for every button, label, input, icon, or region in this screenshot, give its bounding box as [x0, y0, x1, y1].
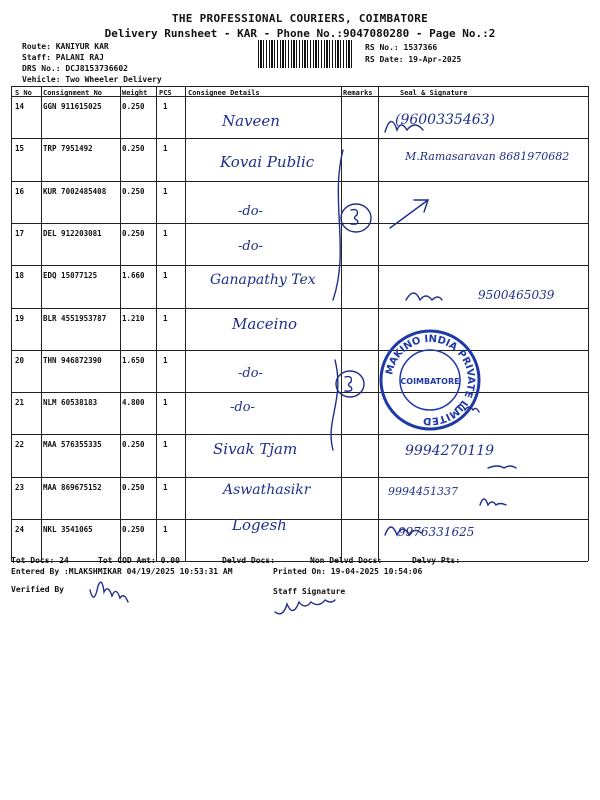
table-column-divider — [341, 86, 342, 561]
row-weight: 1.650 — [122, 355, 145, 365]
table-row-divider — [11, 181, 588, 182]
row-weight: 0.250 — [122, 186, 145, 196]
row-serial-number: 20 — [15, 355, 25, 365]
table-column-divider — [156, 86, 157, 561]
row-pieces: 1 — [163, 355, 168, 365]
delivery-points: Delvy Pts: — [412, 556, 461, 565]
entered-by: Entered By :MLAKSHMIKAR 04/19/2025 10:53:31 AM — [11, 567, 233, 576]
row-pieces: 1 — [163, 271, 168, 281]
row-seal-handwritten: 9994451337 — [388, 485, 458, 498]
barcode — [258, 40, 352, 68]
route-label: Route: KANIYUR KAR — [22, 42, 109, 51]
row-weight: 0.250 — [122, 144, 145, 154]
row-serial-number: 17 — [15, 228, 25, 238]
document-title: THE PROFESSIONAL COURIERS, COIMBATORE — [171, 12, 429, 25]
staff-signature-label: Staff Signature — [273, 587, 346, 596]
row-consignee-handwritten: Ganapathy Tex — [210, 272, 316, 288]
table-row-divider — [11, 434, 588, 435]
staff-label: Staff: PALANI RAJ — [22, 53, 104, 62]
table-column-divider — [378, 86, 379, 561]
total-docs: Tot Docs: 24 — [11, 556, 69, 565]
table-row-divider — [11, 223, 588, 224]
row-seal-handwritten: 9976331625 — [398, 525, 475, 539]
table-column-divider — [185, 86, 186, 561]
row-consignee-handwritten: Naveen — [222, 112, 280, 130]
table-row-divider — [11, 350, 588, 351]
row-consignment-number: EDQ 15077125 — [43, 271, 98, 281]
col-header-consignment: Consignment No — [43, 89, 103, 97]
table-column-divider — [120, 86, 121, 561]
row-consignment-number: TRP 7951492 — [43, 144, 93, 154]
table-row-divider — [11, 392, 588, 393]
total-cod-amount: Tot COD Amt: 0.00 — [98, 556, 180, 565]
stamp-ring-text: MAKINO INDIA PRIVATE LIMITED — [384, 333, 477, 427]
col-header-seal: Seal & Signature — [400, 89, 468, 97]
row-consignment-number: DEL 912203081 — [43, 228, 102, 238]
row-weight: 1.210 — [122, 313, 145, 323]
row-consignee-handwritten: -do- — [238, 204, 263, 219]
row-serial-number: 22 — [15, 440, 25, 450]
table-column-divider — [588, 86, 589, 561]
col-header-remarks: Remarks — [343, 89, 373, 97]
row-consignment-number: NLM 60538183 — [43, 398, 98, 408]
row-seal-handwritten: M.Ramasaravan 8681970682 — [405, 150, 570, 163]
table-row-divider — [11, 308, 588, 309]
row-pieces: 1 — [163, 440, 168, 450]
row-pieces: 1 — [163, 186, 168, 196]
row-pieces: 1 — [163, 102, 168, 111]
row-weight: 0.250 — [122, 440, 145, 450]
table-row-divider — [11, 519, 588, 520]
table-row-divider — [11, 265, 588, 266]
non-delivered-docs: Non Delvd Docs: — [310, 556, 383, 565]
col-header-sno: S No — [15, 89, 32, 97]
row-serial-number: 18 — [15, 271, 25, 281]
row-serial-number: 23 — [15, 482, 25, 492]
rs-date: RS Date: 19-Apr-2025 — [365, 55, 462, 64]
row-serial-number: 15 — [15, 144, 25, 154]
row-consignment-number: MAA 576355335 — [43, 440, 102, 450]
table-column-divider — [41, 86, 42, 561]
table-row-divider — [11, 477, 588, 478]
row-weight: 1.660 — [122, 271, 145, 281]
row-consignment-number: MAA 869675152 — [43, 482, 102, 492]
row-consignment-number: THN 946872390 — [43, 355, 102, 365]
row-pieces: 1 — [163, 398, 168, 408]
row-pieces: 1 — [163, 313, 168, 323]
document-subtitle: Delivery Runsheet - KAR - Phone No.:9047080280 - Page No.:2 — [104, 27, 496, 40]
row-seal-handwritten: 9994270119 — [405, 443, 495, 459]
row-consignment-number: NKL 3541065 — [43, 525, 93, 534]
row-consignee-handwritten: -do- — [230, 400, 255, 415]
row-weight: 0.250 — [122, 525, 145, 534]
row-consignee-handwritten: Maceino — [232, 315, 298, 333]
row-pieces: 1 — [163, 525, 168, 534]
table-row-divider — [11, 138, 588, 139]
row-consignee-handwritten: Aswathasikr — [223, 482, 311, 498]
col-header-pcs: PCS — [159, 89, 172, 97]
rs-number: RS No.: 1537366 — [365, 43, 438, 52]
table-column-divider — [11, 86, 12, 561]
row-consignee-handwritten: Sivak Tjam — [213, 440, 298, 458]
printed-on: Printed On: 19-04-2025 10:54:06 — [273, 567, 423, 576]
row-serial-number: 24 — [15, 525, 25, 534]
row-seal-handwritten: (9600335463) — [395, 112, 495, 128]
row-consignee-handwritten: -do- — [238, 239, 263, 254]
row-pieces: 1 — [163, 228, 168, 238]
row-serial-number: 21 — [15, 398, 25, 408]
row-pieces: 1 — [163, 482, 168, 492]
row-consignee-handwritten: Kovai Public — [220, 153, 315, 171]
row-pieces: 1 — [163, 144, 168, 154]
delivered-docs: Delvd Docs: — [222, 556, 275, 565]
row-serial-number: 19 — [15, 313, 25, 323]
row-seal-handwritten: 9500465039 — [478, 288, 555, 302]
drs-label: DRS No.: DCJ8153736602 — [22, 64, 128, 73]
row-consignment-number: KUR 7002485408 — [43, 186, 107, 196]
row-weight: 0.250 — [122, 482, 145, 492]
row-weight: 0.250 — [122, 228, 145, 238]
row-serial-number: 14 — [15, 102, 25, 111]
verified-by-label: Verified By — [11, 585, 64, 594]
row-consignment-number: GGN 911615025 — [43, 102, 102, 111]
col-header-weight: Weight — [122, 89, 148, 97]
row-consignment-number: BLR 4551953787 — [43, 313, 107, 323]
row-consignee-handwritten: -do- — [238, 366, 263, 381]
company-seal-stamp — [378, 328, 482, 432]
col-header-consignee: Consignee Details — [188, 89, 260, 97]
stamp-center-text: COIMBATORE — [400, 377, 460, 386]
row-serial-number: 16 — [15, 186, 25, 196]
row-weight: 4.800 — [122, 398, 145, 408]
vehicle-label: Vehicle: Two Wheeler Delivery — [22, 75, 162, 84]
row-weight: 0.250 — [122, 102, 145, 111]
row-consignee-handwritten: Logesh — [232, 516, 287, 534]
table-row-divider — [11, 86, 588, 87]
